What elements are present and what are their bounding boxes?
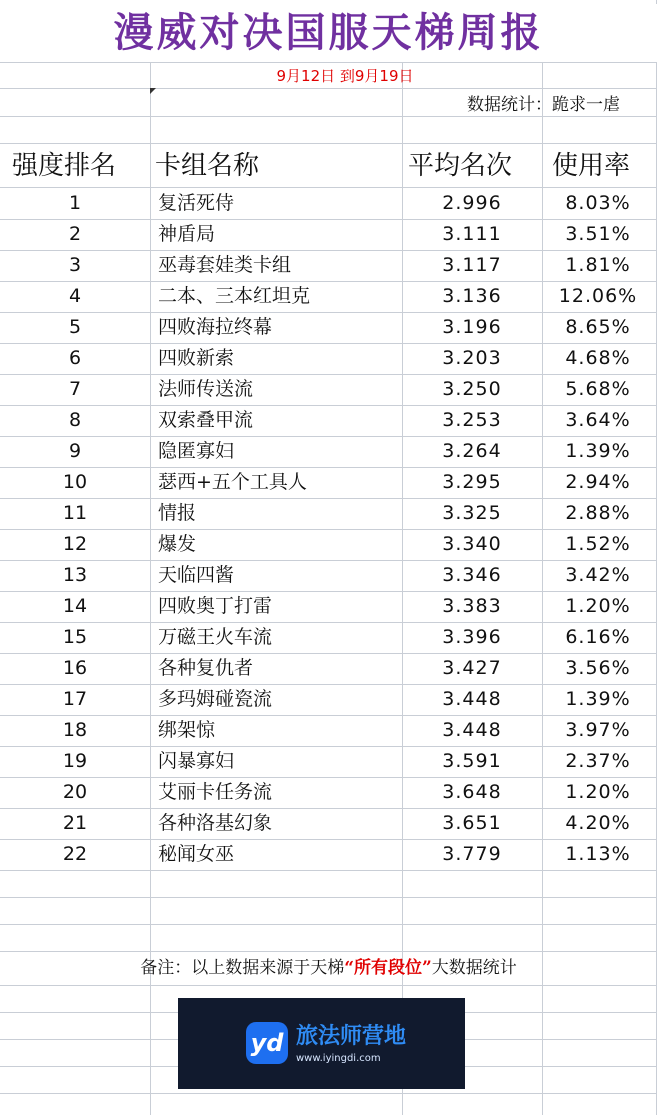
table-row: [0, 405, 657, 436]
deck-name-cell: 复活死侍: [158, 192, 235, 214]
rank-cell: 15: [62, 626, 88, 648]
deck-name-cell: 四败新索: [158, 347, 235, 369]
footnote: [0, 953, 657, 983]
rank-cell: 21: [62, 812, 88, 834]
avg-rank-cell: 2.996: [442, 192, 502, 214]
avg-rank-cell: 3.648: [442, 781, 502, 803]
brand-logo: [178, 998, 465, 1089]
rank-cell: 7: [68, 378, 82, 400]
usage-rate-cell: 6.16%: [565, 626, 631, 648]
deck-name-cell: 各种复仇者: [158, 657, 254, 679]
avg-rank-cell: 3.340: [442, 533, 502, 555]
table-row: [0, 653, 657, 684]
rank-cell: 22: [62, 843, 88, 865]
avg-rank-cell: 3.136: [442, 285, 502, 307]
usage-rate-cell: 1.13%: [565, 843, 631, 865]
brand-icon: yd: [246, 1022, 288, 1064]
page-title: 漫威对决国服天梯周报: [0, 4, 657, 62]
deck-name-cell: 万磁王火车流: [158, 626, 273, 648]
usage-rate-cell: 4.68%: [565, 347, 631, 369]
avg-rank-cell: 3.591: [442, 750, 502, 772]
avg-rank-cell: 3.651: [442, 812, 502, 834]
usage-rate-cell: 4.20%: [565, 812, 631, 834]
usage-rate-cell: 3.56%: [565, 657, 631, 679]
avg-rank-cell: 3.253: [442, 409, 502, 431]
rank-cell: 5: [68, 316, 82, 338]
table-row: [0, 560, 657, 591]
usage-rate-cell: 1.20%: [565, 781, 631, 803]
avg-rank-cell: 3.196: [442, 316, 502, 338]
deck-name-cell: 绑架惊: [158, 719, 216, 741]
date-range: 9月12日 到9月19日: [276, 67, 414, 85]
rank-cell: 20: [62, 781, 88, 803]
usage-rate-cell: 1.81%: [565, 254, 631, 276]
usage-rate-cell: 3.51%: [565, 223, 631, 245]
deck-name-cell: 各种洛基幻象: [158, 812, 273, 834]
avg-rank-cell: 3.264: [442, 440, 502, 462]
rank-cell: 3: [68, 254, 82, 276]
rank-cell: 9: [68, 440, 82, 462]
usage-rate-cell: 1.52%: [565, 533, 631, 555]
table-row: [0, 219, 657, 250]
table-row: [0, 498, 657, 529]
deck-name-cell: 二本、三本红坦克: [158, 285, 311, 307]
table-row: [0, 374, 657, 405]
avg-rank-cell: 3.117: [442, 254, 502, 276]
avg-rank-cell: 3.427: [442, 657, 502, 679]
deck-name-cell: 秘闻女巫: [158, 843, 235, 865]
rank-cell: 1: [68, 192, 82, 214]
rank-cell: 11: [62, 502, 88, 524]
table-row: [0, 839, 657, 870]
table-row: [0, 684, 657, 715]
rank-cell: 8: [68, 409, 82, 431]
deck-name-cell: 四败奥丁打雷: [158, 595, 273, 617]
usage-rate-cell: 8.03%: [565, 192, 631, 214]
deck-name-cell: 情报: [158, 502, 197, 524]
avg-rank-cell: 3.111: [442, 223, 502, 245]
rank-cell: 17: [62, 688, 88, 710]
table-row: [0, 622, 657, 653]
table-row: [0, 777, 657, 808]
stats-author: 数据统计：跪求一虐: [467, 95, 620, 115]
deck-name-cell: 巫毒套娃类卡组: [158, 254, 292, 276]
table-row: [0, 715, 657, 746]
avg-rank-cell: 3.250: [442, 378, 502, 400]
usage-rate-cell: 12.06%: [558, 285, 638, 307]
rank-cell: 2: [68, 223, 82, 245]
rank-cell: 4: [68, 285, 82, 307]
rank-cell: 19: [62, 750, 88, 772]
footnote-prefix: 备注：以上数据来源于天梯: [140, 958, 345, 978]
deck-name-cell: 四败海拉终幕: [158, 316, 273, 338]
rank-cell: 10: [62, 471, 88, 493]
deck-name-cell: 爆发: [158, 533, 197, 555]
usage-rate-cell: 3.64%: [565, 409, 631, 431]
table-row: [0, 591, 657, 622]
deck-name-cell: 天临四酱: [158, 564, 235, 586]
table-row: [0, 188, 657, 219]
brand-url: www.iyingdi.com: [296, 1053, 381, 1064]
avg-rank-cell: 3.383: [442, 595, 502, 617]
table-row: [0, 281, 657, 312]
header-name: 卡组名称: [155, 151, 260, 181]
rank-cell: 14: [62, 595, 88, 617]
deck-name-cell: 多玛姆碰瓷流: [158, 688, 273, 710]
table-row: [0, 746, 657, 777]
table-row: [0, 529, 657, 560]
deck-name-cell: 艾丽卡任务流: [158, 781, 273, 803]
table-row: [0, 808, 657, 839]
brand-name: 旅法师营地: [296, 1024, 407, 1049]
table-row: [0, 343, 657, 374]
avg-rank-cell: 3.779: [442, 843, 502, 865]
avg-rank-cell: 3.396: [442, 626, 502, 648]
avg-rank-cell: 3.295: [442, 471, 502, 493]
rank-cell: 6: [68, 347, 82, 369]
deck-name-cell: 闪暴寡妇: [158, 750, 235, 772]
deck-name-cell: 隐匿寡妇: [158, 440, 235, 462]
usage-rate-cell: 2.88%: [565, 502, 631, 524]
table-row: [0, 467, 657, 498]
usage-rate-cell: 5.68%: [565, 378, 631, 400]
rank-cell: 18: [62, 719, 88, 741]
avg-rank-cell: 3.346: [442, 564, 502, 586]
usage-rate-cell: 3.42%: [565, 564, 631, 586]
usage-rate-cell: 3.97%: [565, 719, 631, 741]
table-row: [0, 312, 657, 343]
deck-name-cell: 法师传送流: [158, 378, 254, 400]
avg-rank-cell: 3.203: [442, 347, 502, 369]
usage-rate-cell: 1.39%: [565, 688, 631, 710]
usage-rate-cell: 2.94%: [565, 471, 631, 493]
avg-rank-cell: 3.325: [442, 502, 502, 524]
header-avg: 平均名次: [408, 151, 513, 181]
rank-cell: 13: [62, 564, 88, 586]
footnote-highlight: “所有段位”: [344, 958, 432, 978]
deck-name-cell: 神盾局: [158, 223, 216, 245]
avg-rank-cell: 3.448: [442, 719, 502, 741]
rank-cell: 16: [62, 657, 88, 679]
usage-rate-cell: 8.65%: [565, 316, 631, 338]
header-rank: 强度排名: [12, 151, 117, 181]
avg-rank-cell: 3.448: [442, 688, 502, 710]
rank-cell: 12: [62, 533, 88, 555]
table-row: [0, 436, 657, 467]
footnote-suffix: 大数据统计: [431, 958, 517, 978]
deck-name-cell: 瑟西+五个工具人: [158, 471, 307, 493]
table-row: [0, 250, 657, 281]
deck-name-cell: 双索叠甲流: [158, 409, 254, 431]
usage-rate-cell: 2.37%: [565, 750, 631, 772]
usage-rate-cell: 1.20%: [565, 595, 631, 617]
header-usage: 使用率: [552, 151, 631, 181]
usage-rate-cell: 1.39%: [565, 440, 631, 462]
